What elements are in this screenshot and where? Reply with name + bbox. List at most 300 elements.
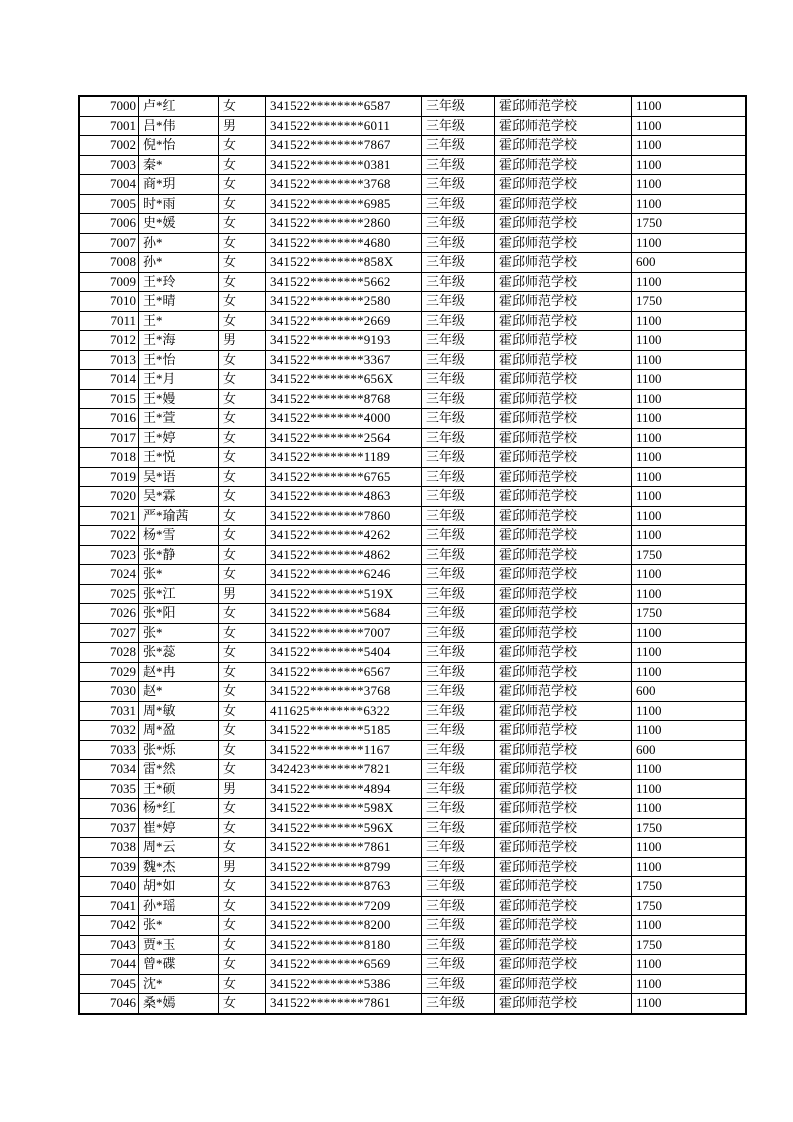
cell-masked-id-number: 341522********3768 bbox=[266, 682, 422, 702]
cell-grade: 三年级 bbox=[422, 877, 495, 897]
cell-subsidy-amount: 1100 bbox=[632, 526, 747, 546]
cell-grade: 三年级 bbox=[422, 545, 495, 565]
cell-grade: 三年级 bbox=[422, 331, 495, 351]
cell-school-name: 霍邱师范学校 bbox=[495, 467, 632, 487]
cell-masked-name: 吴*霖 bbox=[139, 487, 219, 507]
cell-masked-name: 周*云 bbox=[139, 838, 219, 858]
cell-masked-name: 吕*伟 bbox=[139, 116, 219, 136]
cell-masked-id-number: 341522********2580 bbox=[266, 292, 422, 312]
cell-gender: 女 bbox=[219, 838, 266, 858]
table-row bbox=[79, 526, 746, 546]
cell-gender: 女 bbox=[219, 896, 266, 916]
cell-gender: 男 bbox=[219, 116, 266, 136]
cell-serial-number: 7028 bbox=[79, 643, 139, 663]
cell-grade: 三年级 bbox=[422, 818, 495, 838]
table-row bbox=[79, 311, 746, 331]
table-row bbox=[79, 233, 746, 253]
cell-masked-id-number: 341522********656X bbox=[266, 370, 422, 390]
cell-subsidy-amount: 1100 bbox=[632, 272, 747, 292]
cell-serial-number: 7021 bbox=[79, 506, 139, 526]
cell-serial-number: 7038 bbox=[79, 838, 139, 858]
table-row bbox=[79, 428, 746, 448]
cell-masked-id-number: 341522********2669 bbox=[266, 311, 422, 331]
cell-gender: 男 bbox=[219, 331, 266, 351]
cell-grade: 三年级 bbox=[422, 565, 495, 585]
cell-subsidy-amount: 1100 bbox=[632, 643, 747, 663]
cell-grade: 三年级 bbox=[422, 194, 495, 214]
cell-masked-id-number: 341522********8763 bbox=[266, 877, 422, 897]
cell-masked-id-number: 341522********7007 bbox=[266, 623, 422, 643]
cell-masked-id-number: 341522********4000 bbox=[266, 409, 422, 429]
cell-gender: 女 bbox=[219, 136, 266, 156]
table-row bbox=[79, 584, 746, 604]
cell-serial-number: 7042 bbox=[79, 916, 139, 936]
table-row bbox=[79, 136, 746, 156]
cell-serial-number: 7024 bbox=[79, 565, 139, 585]
cell-masked-id-number: 341522********6765 bbox=[266, 467, 422, 487]
cell-grade: 三年级 bbox=[422, 682, 495, 702]
cell-masked-id-number: 341522********7867 bbox=[266, 136, 422, 156]
cell-masked-id-number: 341522********6246 bbox=[266, 565, 422, 585]
table-row bbox=[79, 565, 746, 585]
cell-grade: 三年级 bbox=[422, 350, 495, 370]
cell-grade: 三年级 bbox=[422, 916, 495, 936]
cell-gender: 男 bbox=[219, 779, 266, 799]
cell-school-name: 霍邱师范学校 bbox=[495, 136, 632, 156]
cell-gender: 男 bbox=[219, 857, 266, 877]
cell-masked-name: 孙*瑶 bbox=[139, 896, 219, 916]
cell-school-name: 霍邱师范学校 bbox=[495, 389, 632, 409]
cell-grade: 三年级 bbox=[422, 721, 495, 741]
cell-gender: 女 bbox=[219, 448, 266, 468]
cell-school-name: 霍邱师范学校 bbox=[495, 760, 632, 780]
cell-masked-name: 杨*雪 bbox=[139, 526, 219, 546]
cell-serial-number: 7020 bbox=[79, 487, 139, 507]
cell-subsidy-amount: 1100 bbox=[632, 233, 747, 253]
cell-serial-number: 7039 bbox=[79, 857, 139, 877]
cell-serial-number: 7037 bbox=[79, 818, 139, 838]
cell-gender: 女 bbox=[219, 487, 266, 507]
cell-school-name: 霍邱师范学校 bbox=[495, 896, 632, 916]
cell-masked-id-number: 341522********5662 bbox=[266, 272, 422, 292]
cell-masked-id-number: 341522********8799 bbox=[266, 857, 422, 877]
cell-gender: 女 bbox=[219, 292, 266, 312]
table-row bbox=[79, 350, 746, 370]
cell-masked-name: 孙* bbox=[139, 233, 219, 253]
cell-masked-name: 商*玥 bbox=[139, 175, 219, 195]
cell-grade: 三年级 bbox=[422, 428, 495, 448]
cell-school-name: 霍邱师范学校 bbox=[495, 604, 632, 624]
table-row bbox=[79, 487, 746, 507]
cell-masked-name: 王*怡 bbox=[139, 350, 219, 370]
cell-gender: 女 bbox=[219, 760, 266, 780]
table-row bbox=[79, 662, 746, 682]
cell-school-name: 霍邱师范学校 bbox=[495, 253, 632, 273]
cell-serial-number: 7046 bbox=[79, 994, 139, 1014]
cell-serial-number: 7001 bbox=[79, 116, 139, 136]
cell-masked-name: 崔*婷 bbox=[139, 818, 219, 838]
cell-serial-number: 7005 bbox=[79, 194, 139, 214]
cell-school-name: 霍邱师范学校 bbox=[495, 662, 632, 682]
cell-school-name: 霍邱师范学校 bbox=[495, 428, 632, 448]
cell-school-name: 霍邱师范学校 bbox=[495, 448, 632, 468]
table-row bbox=[79, 545, 746, 565]
cell-gender: 女 bbox=[219, 740, 266, 760]
cell-serial-number: 7034 bbox=[79, 760, 139, 780]
cell-subsidy-amount: 1100 bbox=[632, 96, 747, 116]
table-row bbox=[79, 877, 746, 897]
cell-grade: 三年级 bbox=[422, 253, 495, 273]
cell-masked-name: 王* bbox=[139, 311, 219, 331]
table-row bbox=[79, 96, 746, 116]
cell-school-name: 霍邱师范学校 bbox=[495, 935, 632, 955]
cell-masked-id-number: 341522********6567 bbox=[266, 662, 422, 682]
table-row bbox=[79, 974, 746, 994]
cell-subsidy-amount: 1100 bbox=[632, 857, 747, 877]
cell-school-name: 霍邱师范学校 bbox=[495, 116, 632, 136]
cell-gender: 女 bbox=[219, 96, 266, 116]
cell-serial-number: 7017 bbox=[79, 428, 139, 448]
cell-masked-name: 周*敏 bbox=[139, 701, 219, 721]
cell-masked-id-number: 341522********4680 bbox=[266, 233, 422, 253]
cell-school-name: 霍邱师范学校 bbox=[495, 643, 632, 663]
table-row bbox=[79, 272, 746, 292]
cell-school-name: 霍邱师范学校 bbox=[495, 565, 632, 585]
table-row bbox=[79, 994, 746, 1014]
cell-masked-name: 王*婷 bbox=[139, 428, 219, 448]
cell-serial-number: 7003 bbox=[79, 155, 139, 175]
cell-masked-name: 周*盈 bbox=[139, 721, 219, 741]
cell-masked-id-number: 341522********596X bbox=[266, 818, 422, 838]
cell-subsidy-amount: 1100 bbox=[632, 370, 747, 390]
cell-gender: 女 bbox=[219, 506, 266, 526]
cell-serial-number: 7019 bbox=[79, 467, 139, 487]
cell-masked-name: 卢*红 bbox=[139, 96, 219, 116]
cell-grade: 三年级 bbox=[422, 467, 495, 487]
cell-masked-id-number: 341522********2860 bbox=[266, 214, 422, 234]
table-row bbox=[79, 253, 746, 273]
cell-masked-id-number: 341522********6587 bbox=[266, 96, 422, 116]
table-row bbox=[79, 623, 746, 643]
cell-masked-id-number: 341522********7861 bbox=[266, 994, 422, 1014]
cell-masked-name: 张*蕊 bbox=[139, 643, 219, 663]
cell-subsidy-amount: 1100 bbox=[632, 799, 747, 819]
cell-grade: 三年级 bbox=[422, 838, 495, 858]
cell-masked-name: 王*海 bbox=[139, 331, 219, 351]
cell-serial-number: 7002 bbox=[79, 136, 139, 156]
cell-masked-id-number: 341522********7860 bbox=[266, 506, 422, 526]
table-row bbox=[79, 175, 746, 195]
cell-grade: 三年级 bbox=[422, 96, 495, 116]
cell-serial-number: 7027 bbox=[79, 623, 139, 643]
cell-gender: 女 bbox=[219, 565, 266, 585]
cell-school-name: 霍邱师范学校 bbox=[495, 292, 632, 312]
cell-subsidy-amount: 1100 bbox=[632, 974, 747, 994]
cell-masked-id-number: 341522********3367 bbox=[266, 350, 422, 370]
cell-grade: 三年级 bbox=[422, 389, 495, 409]
cell-subsidy-amount: 1100 bbox=[632, 662, 747, 682]
cell-gender: 女 bbox=[219, 272, 266, 292]
cell-grade: 三年级 bbox=[422, 994, 495, 1014]
cell-masked-name: 魏*杰 bbox=[139, 857, 219, 877]
cell-gender: 女 bbox=[219, 818, 266, 838]
cell-grade: 三年级 bbox=[422, 896, 495, 916]
table-row bbox=[79, 721, 746, 741]
cell-serial-number: 7018 bbox=[79, 448, 139, 468]
cell-school-name: 霍邱师范学校 bbox=[495, 487, 632, 507]
table-row bbox=[79, 214, 746, 234]
cell-masked-id-number: 341522********2564 bbox=[266, 428, 422, 448]
table-row bbox=[79, 292, 746, 312]
cell-masked-id-number: 341522********7209 bbox=[266, 896, 422, 916]
cell-subsidy-amount: 1100 bbox=[632, 175, 747, 195]
cell-grade: 三年级 bbox=[422, 233, 495, 253]
cell-school-name: 霍邱师范学校 bbox=[495, 311, 632, 331]
cell-subsidy-amount: 1100 bbox=[632, 428, 747, 448]
cell-school-name: 霍邱师范学校 bbox=[495, 818, 632, 838]
table-row bbox=[79, 935, 746, 955]
cell-masked-id-number: 341522********5185 bbox=[266, 721, 422, 741]
table-row bbox=[79, 448, 746, 468]
cell-serial-number: 7013 bbox=[79, 350, 139, 370]
table-row bbox=[79, 643, 746, 663]
cell-school-name: 霍邱师范学校 bbox=[495, 955, 632, 975]
cell-gender: 女 bbox=[219, 916, 266, 936]
cell-school-name: 霍邱师范学校 bbox=[495, 994, 632, 1014]
cell-grade: 三年级 bbox=[422, 448, 495, 468]
table-row bbox=[79, 896, 746, 916]
cell-gender: 女 bbox=[219, 409, 266, 429]
cell-subsidy-amount: 1100 bbox=[632, 409, 747, 429]
cell-masked-id-number: 341522********4262 bbox=[266, 526, 422, 546]
table-row bbox=[79, 799, 746, 819]
cell-grade: 三年级 bbox=[422, 974, 495, 994]
cell-serial-number: 7029 bbox=[79, 662, 139, 682]
table-row bbox=[79, 857, 746, 877]
cell-school-name: 霍邱师范学校 bbox=[495, 799, 632, 819]
cell-masked-id-number: 341522********858X bbox=[266, 253, 422, 273]
cell-serial-number: 7016 bbox=[79, 409, 139, 429]
cell-subsidy-amount: 1750 bbox=[632, 292, 747, 312]
table-row bbox=[79, 916, 746, 936]
cell-grade: 三年级 bbox=[422, 116, 495, 136]
table-row bbox=[79, 467, 746, 487]
cell-subsidy-amount: 1750 bbox=[632, 214, 747, 234]
cell-masked-id-number: 341522********4862 bbox=[266, 545, 422, 565]
cell-gender: 女 bbox=[219, 194, 266, 214]
cell-gender: 女 bbox=[219, 545, 266, 565]
cell-masked-id-number: 341522********8180 bbox=[266, 935, 422, 955]
table-row bbox=[79, 740, 746, 760]
cell-masked-name: 赵*冉 bbox=[139, 662, 219, 682]
cell-gender: 女 bbox=[219, 994, 266, 1014]
cell-gender: 女 bbox=[219, 682, 266, 702]
cell-school-name: 霍邱师范学校 bbox=[495, 214, 632, 234]
cell-gender: 女 bbox=[219, 604, 266, 624]
cell-serial-number: 7043 bbox=[79, 935, 139, 955]
cell-subsidy-amount: 1750 bbox=[632, 935, 747, 955]
cell-school-name: 霍邱师范学校 bbox=[495, 96, 632, 116]
cell-gender: 女 bbox=[219, 526, 266, 546]
cell-masked-name: 张*烁 bbox=[139, 740, 219, 760]
cell-masked-id-number: 411625********6322 bbox=[266, 701, 422, 721]
cell-gender: 女 bbox=[219, 214, 266, 234]
cell-gender: 女 bbox=[219, 662, 266, 682]
table-row bbox=[79, 818, 746, 838]
cell-serial-number: 7040 bbox=[79, 877, 139, 897]
cell-masked-id-number: 341522********1189 bbox=[266, 448, 422, 468]
cell-grade: 三年级 bbox=[422, 623, 495, 643]
cell-masked-name: 雷*然 bbox=[139, 760, 219, 780]
cell-school-name: 霍邱师范学校 bbox=[495, 857, 632, 877]
cell-masked-name: 张*江 bbox=[139, 584, 219, 604]
cell-school-name: 霍邱师范学校 bbox=[495, 175, 632, 195]
cell-masked-name: 贾*玉 bbox=[139, 935, 219, 955]
cell-serial-number: 7033 bbox=[79, 740, 139, 760]
cell-subsidy-amount: 1100 bbox=[632, 389, 747, 409]
cell-serial-number: 7025 bbox=[79, 584, 139, 604]
cell-masked-name: 杨*红 bbox=[139, 799, 219, 819]
cell-gender: 女 bbox=[219, 389, 266, 409]
cell-gender: 女 bbox=[219, 623, 266, 643]
cell-masked-name: 曾*碟 bbox=[139, 955, 219, 975]
table-row bbox=[79, 604, 746, 624]
cell-serial-number: 7032 bbox=[79, 721, 139, 741]
document-sheet bbox=[78, 95, 747, 1015]
cell-school-name: 霍邱师范学校 bbox=[495, 721, 632, 741]
cell-serial-number: 7041 bbox=[79, 896, 139, 916]
table-row bbox=[79, 389, 746, 409]
cell-masked-id-number: 341522********3768 bbox=[266, 175, 422, 195]
cell-school-name: 霍邱师范学校 bbox=[495, 974, 632, 994]
cell-masked-id-number: 342423********7821 bbox=[266, 760, 422, 780]
cell-gender: 女 bbox=[219, 428, 266, 448]
cell-grade: 三年级 bbox=[422, 779, 495, 799]
cell-serial-number: 7011 bbox=[79, 311, 139, 331]
cell-subsidy-amount: 600 bbox=[632, 740, 747, 760]
cell-masked-name: 史*媛 bbox=[139, 214, 219, 234]
cell-subsidy-amount: 1100 bbox=[632, 448, 747, 468]
cell-grade: 三年级 bbox=[422, 311, 495, 331]
cell-subsidy-amount: 1100 bbox=[632, 955, 747, 975]
cell-gender: 女 bbox=[219, 935, 266, 955]
cell-grade: 三年级 bbox=[422, 526, 495, 546]
cell-serial-number: 7014 bbox=[79, 370, 139, 390]
cell-masked-name: 时*雨 bbox=[139, 194, 219, 214]
cell-masked-name: 秦* bbox=[139, 155, 219, 175]
cell-serial-number: 7035 bbox=[79, 779, 139, 799]
cell-grade: 三年级 bbox=[422, 740, 495, 760]
cell-school-name: 霍邱师范学校 bbox=[495, 409, 632, 429]
cell-grade: 三年级 bbox=[422, 370, 495, 390]
cell-masked-name: 赵* bbox=[139, 682, 219, 702]
cell-serial-number: 7008 bbox=[79, 253, 139, 273]
cell-school-name: 霍邱师范学校 bbox=[495, 526, 632, 546]
cell-gender: 女 bbox=[219, 233, 266, 253]
cell-subsidy-amount: 1100 bbox=[632, 155, 747, 175]
cell-masked-name: 孙* bbox=[139, 253, 219, 273]
cell-subsidy-amount: 1100 bbox=[632, 701, 747, 721]
cell-gender: 女 bbox=[219, 350, 266, 370]
cell-serial-number: 7007 bbox=[79, 233, 139, 253]
table-row bbox=[79, 506, 746, 526]
cell-masked-id-number: 341522********5386 bbox=[266, 974, 422, 994]
cell-grade: 三年级 bbox=[422, 487, 495, 507]
table-body bbox=[79, 96, 746, 1014]
cell-serial-number: 7012 bbox=[79, 331, 139, 351]
cell-grade: 三年级 bbox=[422, 584, 495, 604]
cell-grade: 三年级 bbox=[422, 701, 495, 721]
cell-masked-name: 王*硕 bbox=[139, 779, 219, 799]
cell-masked-name: 张* bbox=[139, 916, 219, 936]
cell-masked-id-number: 341522********1167 bbox=[266, 740, 422, 760]
table-row bbox=[79, 838, 746, 858]
cell-grade: 三年级 bbox=[422, 409, 495, 429]
cell-grade: 三年级 bbox=[422, 643, 495, 663]
cell-gender: 女 bbox=[219, 370, 266, 390]
table-row bbox=[79, 409, 746, 429]
cell-masked-name: 王*嫚 bbox=[139, 389, 219, 409]
cell-masked-name: 王*月 bbox=[139, 370, 219, 390]
cell-serial-number: 7036 bbox=[79, 799, 139, 819]
cell-masked-id-number: 341522********519X bbox=[266, 584, 422, 604]
cell-masked-id-number: 341522********5404 bbox=[266, 643, 422, 663]
cell-subsidy-amount: 1100 bbox=[632, 584, 747, 604]
cell-subsidy-amount: 1750 bbox=[632, 896, 747, 916]
cell-serial-number: 7023 bbox=[79, 545, 139, 565]
cell-subsidy-amount: 1750 bbox=[632, 818, 747, 838]
table-row bbox=[79, 194, 746, 214]
cell-masked-id-number: 341522********6569 bbox=[266, 955, 422, 975]
cell-serial-number: 7015 bbox=[79, 389, 139, 409]
cell-subsidy-amount: 1100 bbox=[632, 116, 747, 136]
cell-school-name: 霍邱师范学校 bbox=[495, 682, 632, 702]
cell-school-name: 霍邱师范学校 bbox=[495, 779, 632, 799]
cell-masked-name: 王*晴 bbox=[139, 292, 219, 312]
cell-masked-name: 王*玲 bbox=[139, 272, 219, 292]
cell-masked-name: 王*萱 bbox=[139, 409, 219, 429]
cell-school-name: 霍邱师范学校 bbox=[495, 350, 632, 370]
cell-masked-id-number: 341522********598X bbox=[266, 799, 422, 819]
cell-subsidy-amount: 1100 bbox=[632, 467, 747, 487]
cell-masked-name: 桑*嫣 bbox=[139, 994, 219, 1014]
cell-school-name: 霍邱师范学校 bbox=[495, 233, 632, 253]
cell-school-name: 霍邱师范学校 bbox=[495, 370, 632, 390]
cell-grade: 三年级 bbox=[422, 506, 495, 526]
cell-subsidy-amount: 1100 bbox=[632, 916, 747, 936]
cell-gender: 男 bbox=[219, 584, 266, 604]
cell-gender: 女 bbox=[219, 955, 266, 975]
cell-subsidy-amount: 1100 bbox=[632, 779, 747, 799]
cell-serial-number: 7000 bbox=[79, 96, 139, 116]
cell-school-name: 霍邱师范学校 bbox=[495, 623, 632, 643]
cell-masked-id-number: 341522********0381 bbox=[266, 155, 422, 175]
cell-gender: 女 bbox=[219, 643, 266, 663]
cell-subsidy-amount: 1100 bbox=[632, 565, 747, 585]
table-row bbox=[79, 701, 746, 721]
cell-masked-name: 张* bbox=[139, 623, 219, 643]
cell-school-name: 霍邱师范学校 bbox=[495, 272, 632, 292]
cell-subsidy-amount: 600 bbox=[632, 682, 747, 702]
cell-serial-number: 7031 bbox=[79, 701, 139, 721]
cell-masked-name: 王*悦 bbox=[139, 448, 219, 468]
cell-masked-id-number: 341522********6985 bbox=[266, 194, 422, 214]
cell-gender: 女 bbox=[219, 721, 266, 741]
cell-masked-id-number: 341522********8768 bbox=[266, 389, 422, 409]
cell-masked-id-number: 341522********5684 bbox=[266, 604, 422, 624]
cell-grade: 三年级 bbox=[422, 136, 495, 156]
cell-gender: 女 bbox=[219, 311, 266, 331]
